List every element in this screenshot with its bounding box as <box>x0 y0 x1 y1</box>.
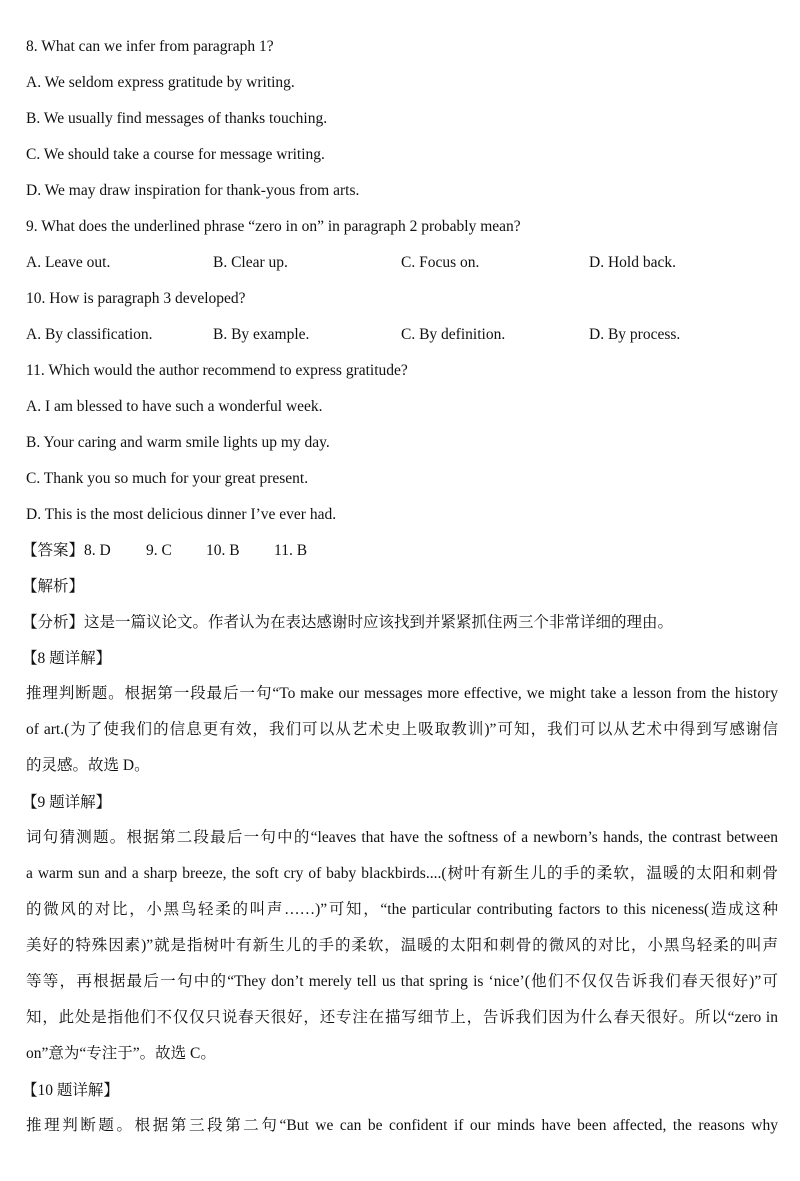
detail-8-line: 的灵感。故选 D。 <box>26 757 150 774</box>
question-10-option-c: C. By definition. <box>401 326 506 343</box>
detail-8-heading: 【8 题详解】 <box>22 650 112 667</box>
detail-10-heading: 【10 题详解】 <box>22 1082 119 1099</box>
question-9-stem: 9. What does the underlined phrase “zero in on” in paragraph 2 probably mean? <box>26 218 521 235</box>
question-8-stem: 8. What can we infer from paragraph 1? <box>26 38 274 55</box>
answer-9: 9. C <box>146 542 172 559</box>
detail-9-line: 等等，再根据最后一句中的“They don’t merely tell us that spring is ‘nice’(他们不仅仅告诉我们春天很好)”可 <box>26 973 778 990</box>
question-10-option-d: D. By process. <box>589 326 681 343</box>
answer-8: 8. D <box>84 542 111 559</box>
question-10-option-a: A. By classification. <box>26 326 153 343</box>
detail-8-body <box>26 676 778 784</box>
detail-9-line: 的微风的对比，小黑鸟轻柔的叫声……)”可知，“the particular contributing factors to this niceness(造成这种 <box>26 901 778 918</box>
question-11-stem: 11. Which would the author recommend to express gratitude? <box>26 362 408 379</box>
question-10-option-b: B. By example. <box>213 326 310 343</box>
question-9-option-b: B. Clear up. <box>213 254 288 271</box>
answer-10: 10. B <box>206 542 240 559</box>
answer-11: 11. B <box>274 542 308 559</box>
detail-9-line: 词句猜测题。根据第二段最后一句中的“leaves that have the softness of a newborn’s hands, the contrast between <box>26 829 778 846</box>
analysis-overview: 【分析】这是一篇议论文。作者认为在表达感谢时应该找到并紧紧抓住两三个非常详细的理由。 <box>22 614 674 631</box>
question-11-option-c: C. Thank you so much for your great present. <box>26 470 309 487</box>
question-11-option-d: D. This is the most delicious dinner I’ve ever had. <box>26 506 337 523</box>
answer-label: 【答案】 <box>22 542 85 559</box>
detail-10-line: 推理判断题。根据第三段第二句“But we can be confident if our minds have been affected, the reasons why <box>26 1117 778 1134</box>
detail-10-body <box>26 1108 778 1144</box>
detail-8-line: of art.(为了使我们的信息更有效，我们可以从艺术史上吸取教训)”可知，我们可以从艺术中得到写感谢信 <box>26 721 778 738</box>
analysis-heading: 【解析】 <box>22 578 85 595</box>
question-8-option-d: D. We may draw inspiration for thank-yous from arts. <box>26 182 360 199</box>
question-9-option-c: C. Focus on. <box>401 254 480 271</box>
answer-key <box>22 541 780 561</box>
detail-9-line: on”意为“专注于”。故选 C。 <box>26 1045 216 1062</box>
detail-9-line: 知，此处是指他们不仅仅只说春天很好，还专注在描写细节上，告诉我们因为什么春天很好。所以“zero in <box>26 1009 778 1026</box>
question-10-stem: 10. How is paragraph 3 developed? <box>26 290 246 307</box>
detail-8-line: 推理判断题。根据第一段最后一句“To make our messages more effective, we might take a lesson from the history <box>26 685 778 702</box>
question-8-option-a: A. We seldom express gratitude by writing. <box>26 74 295 91</box>
question-11-option-a: A. I am blessed to have such a wonderful week. <box>26 398 323 415</box>
detail-9-line: a warm sun and a sharp breeze, the soft cry of baby blackbirds....(树叶有新生儿的手的柔软，温暖的太阳和刺骨 <box>26 865 778 882</box>
question-9-option-d: D. Hold back. <box>589 254 676 271</box>
detail-9-heading: 【9 题详解】 <box>22 794 112 811</box>
question-8-option-b: B. We usually find messages of thanks touching. <box>26 110 328 127</box>
question-11-option-b: B. Your caring and warm smile lights up my day. <box>26 434 330 451</box>
question-9-option-a: A. Leave out. <box>26 254 111 271</box>
question-8-option-c: C. We should take a course for message writing. <box>26 146 325 163</box>
detail-9-line: 美好的特殊因素)”就是指树叶有新生儿的手的柔软，温暖的太阳和刺骨的微风的对比，小黑鸟轻柔的叫声 <box>26 937 778 954</box>
detail-9-body <box>26 820 778 1072</box>
